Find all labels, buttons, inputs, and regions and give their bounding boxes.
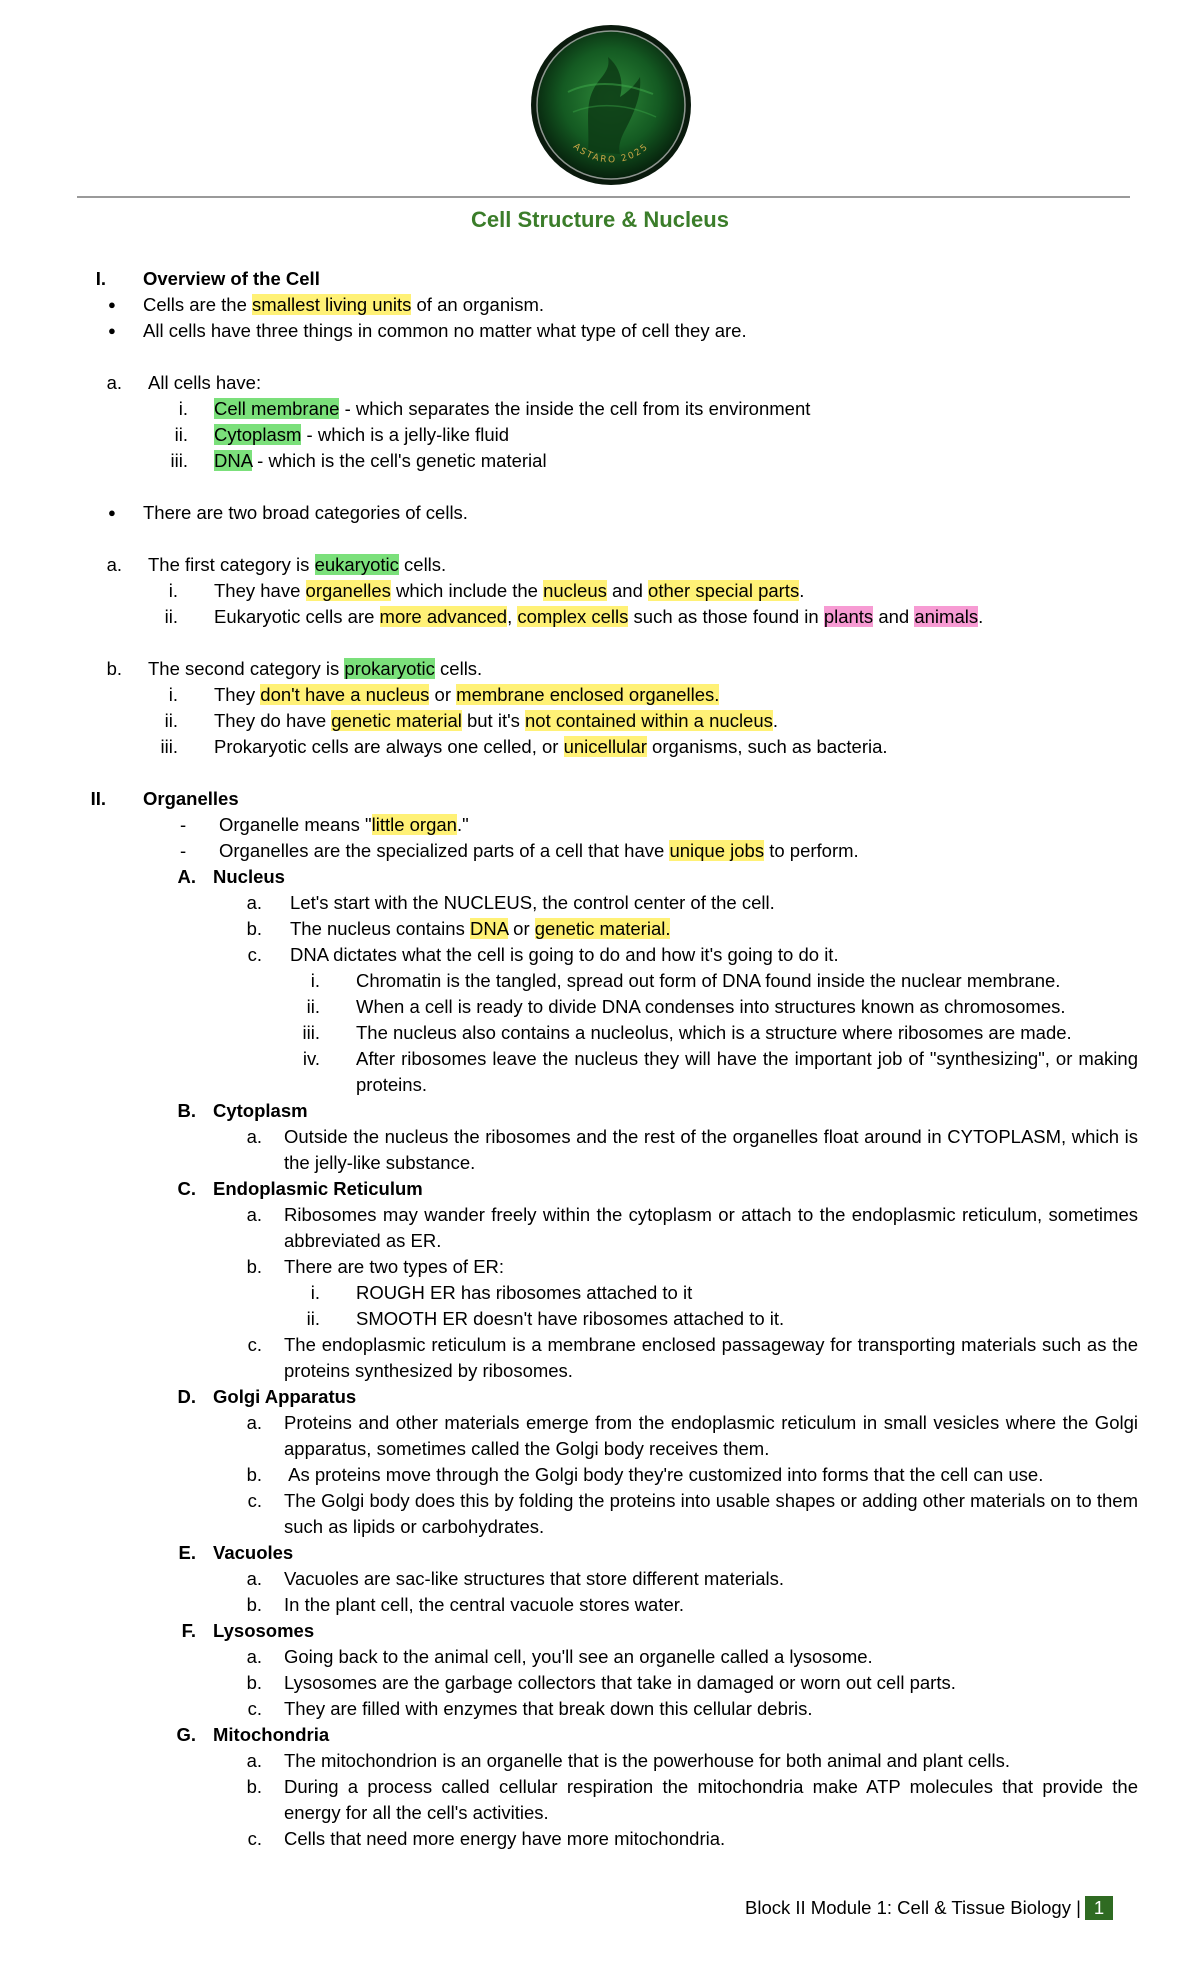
list-item: Vacuoles are sac-like structures that store different materials. (284, 1568, 785, 1589)
list-item: When a cell is ready to divide DNA condenses into structures known as chromosomes. (356, 996, 1066, 1017)
subsection-label: G. (176, 1724, 196, 1745)
bullet-icon: ● (108, 297, 116, 312)
list-marker: iii. (302, 1022, 320, 1043)
page-title: Cell Structure & Nucleus (471, 207, 729, 232)
list-item: The second category is prokaryotic cells. (148, 658, 483, 679)
list-marker: iii. (160, 736, 178, 757)
list-marker: a. (246, 892, 262, 913)
list-item: The first category is eukaryotic cells. (148, 554, 447, 575)
list-marker: a. (246, 1646, 262, 1667)
list-item: SMOOTH ER doesn't have ribosomes attached to it. (356, 1308, 785, 1329)
list-marker: c. (247, 1490, 262, 1511)
list-item: Proteins and other materials emerge from the endoplasmic reticulum in small vesicles where the Golgi apparatus, sometimes called the Golgi body receives them. (284, 1412, 1138, 1459)
list-marker: ii. (164, 606, 178, 627)
list-item: Prokaryotic cells are always one celled, or unicellular organisms, such as bacteria. (214, 736, 888, 757)
logo-emblem (528, 22, 694, 188)
list-marker: ii. (164, 710, 178, 731)
list-marker: c. (247, 944, 262, 965)
list-marker: a. (246, 1568, 262, 1589)
list-marker: i. (168, 580, 178, 601)
logo (528, 22, 694, 188)
list-item: In the plant cell, the central vacuole stores water. (284, 1594, 685, 1615)
subsection-label: F. (181, 1620, 196, 1641)
list-marker: i. (310, 1282, 320, 1303)
page-number: 1 (1085, 1896, 1113, 1920)
list-marker: i. (168, 684, 178, 705)
bullet-item: There are two broad categories of cells. (143, 502, 468, 523)
list-item: The nucleus contains DNA or genetic material. (290, 918, 671, 939)
list-item: Organelle means "little organ." (219, 814, 469, 835)
subsection-title: Mitochondria (213, 1724, 330, 1745)
list-marker: a. (246, 1412, 262, 1433)
list-marker: b. (246, 918, 262, 939)
section-heading: Overview of the Cell (143, 268, 320, 289)
logo-text: ASTARO 2025 (570, 141, 652, 166)
section-heading: Organelles (143, 788, 239, 809)
list-marker: ii. (306, 1308, 320, 1329)
list-item: Ribosomes may wander freely within the cytoplasm or attach to the endoplasmic reticulum, sometimes abbreviated as ER. (284, 1204, 1138, 1251)
header-divider (77, 196, 1130, 198)
list-marker: a. (106, 554, 122, 575)
bullet-icon: ● (108, 323, 116, 338)
list-item: Eukaryotic cells are more advanced, complex cells such as those found in plants and animals. (214, 606, 984, 627)
list-marker: b. (246, 1256, 262, 1277)
list-item: Cytoplasm - which is a jelly-like fluid (214, 424, 510, 445)
list-item: The mitochondrion is an organelle that is the powerhouse for both animal and plant cells. (284, 1750, 1011, 1771)
dash-marker: - (180, 840, 187, 861)
list-item: They are filled with enzymes that break down this cellular debris. (284, 1698, 813, 1719)
subsection-label: E. (178, 1542, 196, 1563)
list-marker: a. (246, 1204, 262, 1225)
list-item: Cell membrane - which separates the inside the cell from its environment (214, 398, 811, 419)
list-marker: iv. (302, 1048, 320, 1069)
list-marker: a. (246, 1750, 262, 1771)
list-marker: ii. (306, 996, 320, 1017)
list-item: DNA dictates what the cell is going to do and how it's going to do it. (290, 944, 839, 965)
subsection-label: B. (177, 1100, 196, 1121)
list-item: The nucleus also contains a nucleolus, which is a structure where ribosomes are made. (356, 1022, 1072, 1043)
subsection-title: Vacuoles (213, 1542, 294, 1563)
list-item: The endoplasmic reticulum is a membrane enclosed passageway for transporting materials such as the proteins synthesized by ribosomes. (284, 1334, 1138, 1381)
list-marker: c. (247, 1828, 262, 1849)
list-marker: a. (246, 1126, 262, 1147)
list-item: Chromatin is the tangled, spread out form of DNA found inside the nuclear membrane. (356, 970, 1061, 991)
list-item: There are two types of ER: (284, 1256, 505, 1277)
list-marker: i. (310, 970, 320, 991)
list-item: Let's start with the NUCLEUS, the control center of the cell. (290, 892, 775, 913)
list-item: As proteins move through the Golgi body they're customized into forms that the cell can use. (284, 1464, 1044, 1485)
list-item: Cells that need more energy have more mitochondria. (284, 1828, 726, 1849)
subsection-title: Endoplasmic Reticulum (213, 1178, 423, 1199)
list-item: The Golgi body does this by folding the proteins into usable shapes or adding other materials on to them such as lipids or carbohydrates. (284, 1490, 1138, 1537)
subsection-label: C. (177, 1178, 196, 1199)
list-item: ROUGH ER has ribosomes attached to it (356, 1282, 693, 1303)
list-item: Organelles are the specialized parts of a cell that have unique jobs to perform. (219, 840, 859, 861)
list-item: They don't have a nucleus or membrane enclosed organelles. (214, 684, 720, 705)
subsection-title: Lysosomes (213, 1620, 315, 1641)
list-item: Lysosomes are the garbage collectors that take in damaged or worn out cell parts. (284, 1672, 956, 1693)
list-item: They have organelles which include the nucleus and other special parts. (214, 580, 805, 601)
list-item: They do have genetic material but it's not contained within a nucleus. (214, 710, 779, 731)
bullet-icon: ● (108, 505, 116, 520)
list-item: DNA - which is the cell's genetic material (214, 450, 547, 471)
list-marker: iii. (170, 450, 188, 471)
list-item: All cells have: (148, 372, 262, 393)
subsection-label: D. (177, 1386, 196, 1407)
list-item: After ribosomes leave the nucleus they will have the important job of "synthesizing", or making proteins. (356, 1048, 1138, 1095)
list-marker: b. (246, 1594, 262, 1615)
list-marker: b. (246, 1464, 262, 1485)
list-marker: b. (106, 658, 122, 679)
subsection-title: Golgi Apparatus (213, 1386, 357, 1407)
section-number: II. (90, 788, 106, 809)
list-marker: b. (246, 1672, 262, 1693)
subsection-label: A. (177, 866, 196, 887)
list-marker: c. (247, 1698, 262, 1719)
footer-text: Block II Module 1: Cell & Tissue Biology | (745, 1897, 1081, 1918)
list-marker: c. (247, 1334, 262, 1355)
subsection-title: Nucleus (213, 866, 285, 887)
bullet-item: Cells are the smallest living units of an organism. (143, 294, 545, 315)
subsection-title: Cytoplasm (213, 1100, 308, 1121)
page-footer (745, 1896, 1113, 1920)
list-marker: a. (106, 372, 122, 393)
list-marker: i. (178, 398, 188, 419)
dash-marker: - (180, 814, 187, 835)
list-marker: b. (246, 1776, 262, 1797)
bullet-item: All cells have three things in common no matter what type of cell they are. (143, 320, 747, 341)
list-item: During a process called cellular respiration the mitochondria make ATP molecules that provide the energy for all the cell's activities. (284, 1776, 1138, 1823)
list-item: Outside the nucleus the ribosomes and the rest of the organelles float around in CYTOPLASM, which is the jelly-like substance. (284, 1126, 1138, 1173)
list-marker: ii. (174, 424, 188, 445)
list-item: Going back to the animal cell, you'll see an organelle called a lysosome. (284, 1646, 873, 1667)
section-number: I. (95, 268, 106, 289)
